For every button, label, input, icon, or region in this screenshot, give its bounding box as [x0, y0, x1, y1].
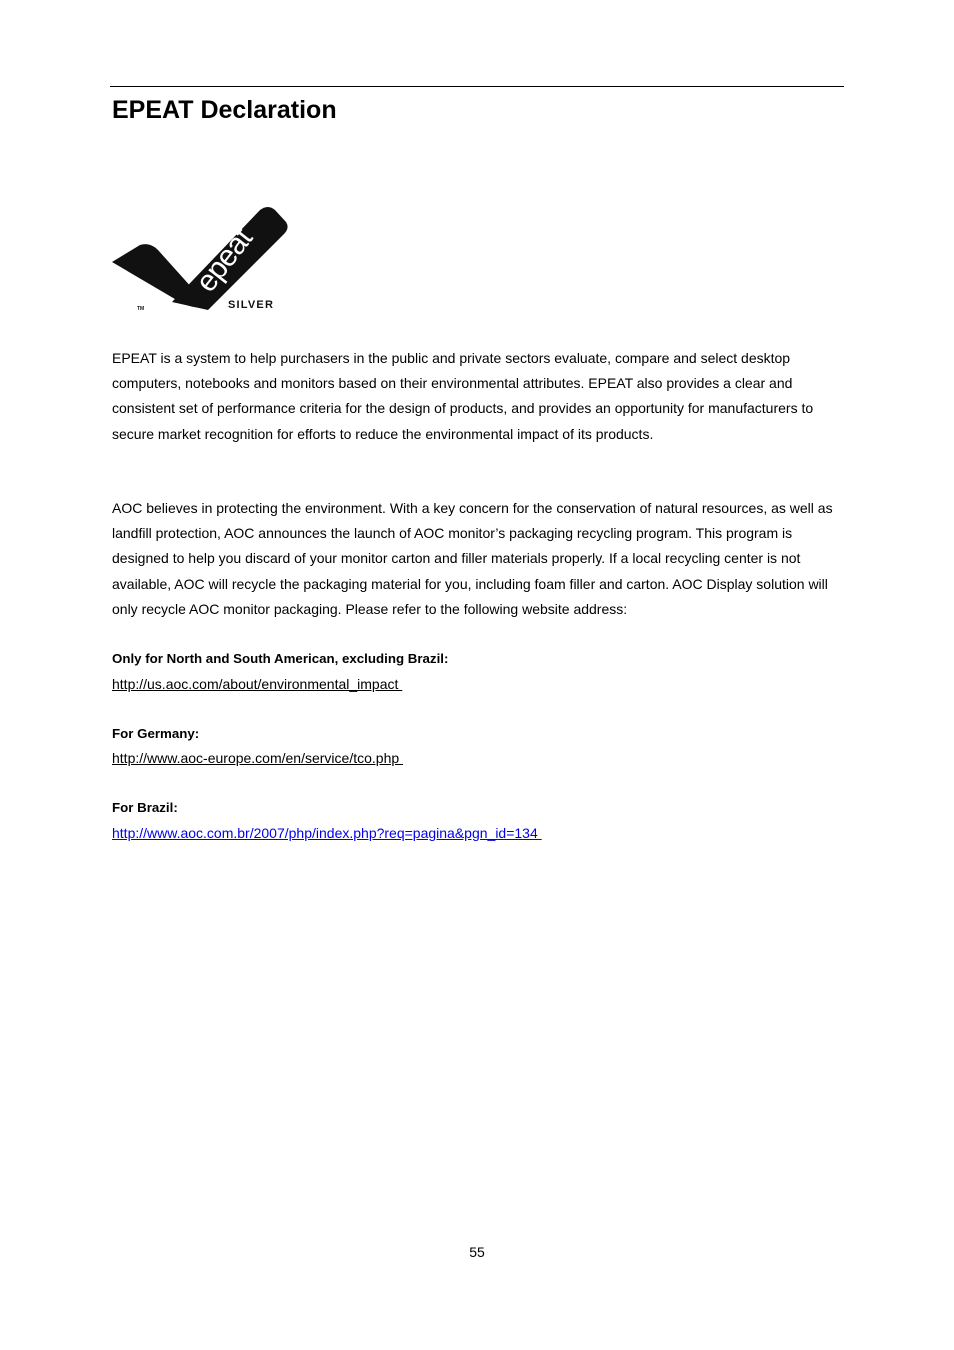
link-americas-environmental[interactable]: http://us.aoc.com/about/environmental_impact [112, 676, 403, 692]
header-rule [110, 86, 844, 87]
epeat-silver-logo [110, 206, 290, 314]
link-germany-tco[interactable]: http://www.aoc-europe.com/en/service/tco.php [112, 750, 404, 766]
page-title: EPEAT Declaration [112, 96, 337, 124]
page-number: 55 [469, 1244, 485, 1260]
region-heading-germany: For Germany: [112, 726, 200, 741]
link-brazil-recycling[interactable]: http://www.aoc.com.br/2007/php/index.php?req=pagina&pgn_id=134 [112, 825, 542, 841]
aoc-recycling-paragraph: AOC believes in protecting the environment. With a key concern for the conservation of natural resources, as well as landfill protection, AOC announces the launch of AOC monitor’s packaging recycling program. This program is designed to help you discard of your monitor carton and filler materials properly. If a local recycling center is not available, AOC will recycle the packaging material for you, including foam filler and carton. AOC Display solution will only recycle AOC monitor packaging. Please refer to the following website address: [112, 500, 833, 617]
svg-text:SILVER: SILVER [228, 299, 275, 311]
epeat-description-paragraph: EPEAT is a system to help purchasers in the public and private sectors evaluate, compare and select desktop computers, notebooks and monitors based on their environmental attributes. EPEAT also provides a clear and consistent set of performance criteria for the design of products, and provides an opportunity for manufacturers to secure market recognition for efforts to reduce the environmental impact of its products. [112, 350, 814, 442]
region-heading-brazil: For Brazil: [112, 800, 178, 815]
region-heading-americas: Only for North and South American, excluding Brazil: [112, 651, 449, 666]
svg-text:TM: TM [137, 306, 145, 312]
svg-text:epeat: epeat [189, 222, 259, 299]
